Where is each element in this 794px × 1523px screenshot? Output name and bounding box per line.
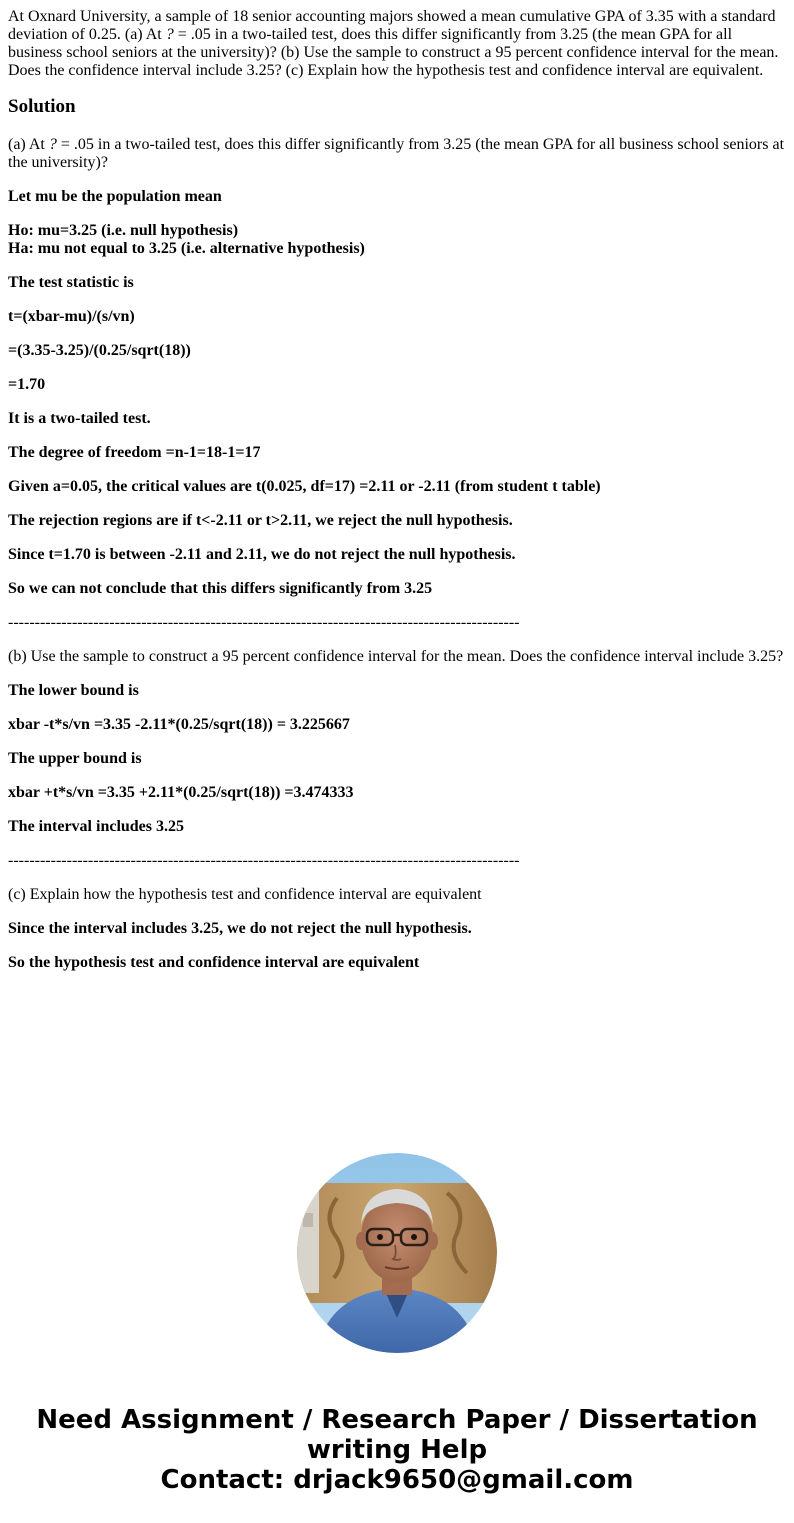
two-tailed-note: It is a two-tailed test.: [8, 410, 151, 427]
part-b-prompt: (b) Use the sample to construct a 95 percent confidence interval for the mean. Does the confidence interval include 3.25?: [8, 648, 784, 665]
author-photo-image: [297, 1153, 497, 1353]
alpha-symbol: ?: [48, 136, 57, 153]
test-stat-result: =1.70: [8, 376, 46, 393]
divider: ------------------------------------------------------------------------------------------------: [8, 852, 520, 869]
promo-banner: [0, 1405, 794, 1495]
hypotheses: [8, 222, 786, 258]
question-part-2: = .05 in a two-tailed test, does this differ significantly from 3.25 (the mean GPA for all business school seniors at the university)? (b) Use the sample to construct a 95 percent confidence interval for the mean. Does the confidence interval include 3.25? (c) Explain how the hypothesis test and confidence interval are equivalent.: [8, 26, 779, 79]
null-hypothesis: Ho: mu=3.25 (i.e. null hypothesis): [8, 222, 239, 239]
upper-bound-calc: xbar +t*s/vn =3.35 +2.11*(0.25/sqrt(18)) =3.474333: [8, 784, 354, 801]
part-c-conclusion: So the hypothesis test and confidence interval are equivalent: [8, 954, 420, 971]
decision: Since t=1.70 is between -2.11 and 2.11, we do not reject the null hypothesis.: [8, 546, 516, 563]
interval-includes: The interval includes 3.25: [8, 818, 185, 835]
part-a-prompt: [8, 136, 786, 172]
document-content: [8, 8, 786, 988]
question-text: [8, 8, 786, 80]
divider: ------------------------------------------------------------------------------------------------: [8, 614, 520, 631]
part-c-prompt: (c) Explain how the hypothesis test and confidence interval are equivalent: [8, 886, 482, 903]
lower-bound-label: The lower bound is: [8, 682, 139, 699]
upper-bound-label: The upper bound is: [8, 750, 142, 767]
let-statement: Let mu be the population mean: [8, 188, 222, 205]
degrees-of-freedom: The degree of freedom =n-1=18-1=17: [8, 444, 261, 461]
test-stat-intro: The test statistic is: [8, 274, 134, 291]
critical-values: Given a=0.05, the critical values are t(0.025, df=17) =2.11 or -2.11 (from student t table): [8, 478, 601, 495]
promo-line-2: writing Help: [306, 1435, 488, 1465]
lower-bound-calc: xbar -t*s/vn =3.35 -2.11*(0.25/sqrt(18)) = 3.225667: [8, 716, 350, 733]
rejection-regions: The rejection regions are if t<-2.11 or t>2.11, we reject the null hypothesis.: [8, 512, 513, 529]
question-part-1: At Oxnard University, a sample of 18 senior accounting majors showed a mean cumulative GPA of 3.35 with a standard deviation of 0.25. (a) At: [8, 8, 776, 43]
promo-contact: Contact: drjack9650@gmail.com: [160, 1465, 634, 1495]
part-c-reason: Since the interval includes 3.25, we do not reject the null hypothesis.: [8, 920, 472, 937]
part-a-prompt-2: = .05 in a two-tailed test, does this differ significantly from 3.25 (the mean GPA for all business school seniors at the university)?: [8, 136, 785, 171]
author-photo: [297, 1153, 497, 1353]
part-a-prompt-1: (a) At: [8, 136, 49, 153]
solution-heading: Solution: [8, 96, 76, 117]
part-a-conclusion: So we can not conclude that this differs significantly from 3.25: [8, 580, 433, 597]
alpha-symbol: ?: [165, 26, 174, 43]
test-stat-formula: t=(xbar-mu)/(s/vn): [8, 308, 135, 325]
promo-line-1: Need Assignment / Research Paper / Dissertation: [36, 1405, 758, 1435]
test-stat-calc: =(3.35-3.25)/(0.25/sqrt(18)): [8, 342, 191, 359]
alternative-hypothesis: Ha: mu not equal to 3.25 (i.e. alternative hypothesis): [8, 240, 365, 257]
